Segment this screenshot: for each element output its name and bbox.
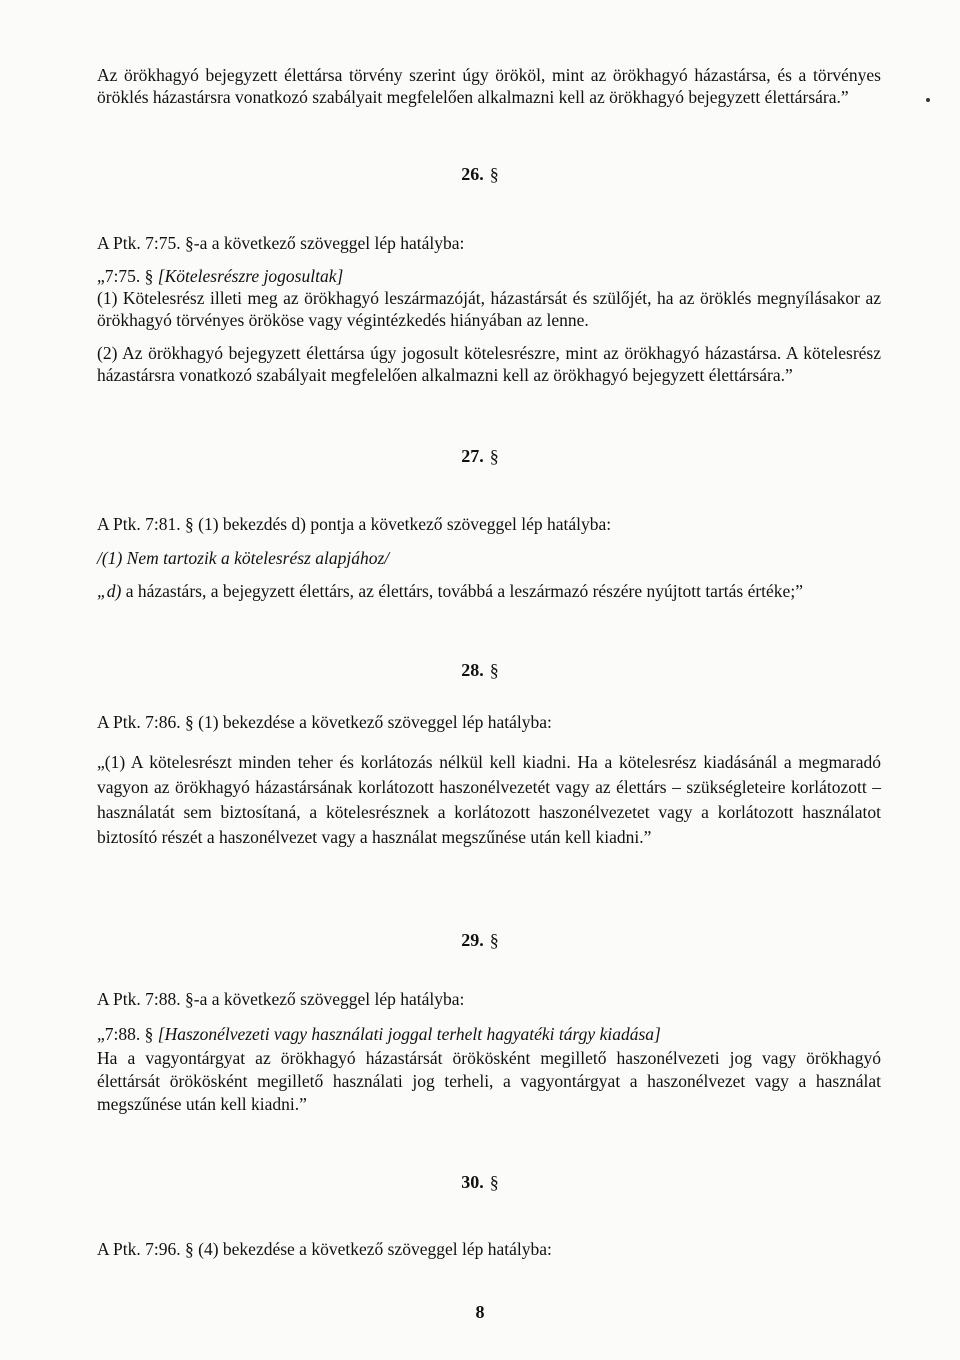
- section-heading-27: [0, 446, 960, 467]
- intro-paragraph: Az örökhagyó bejegyzett élettársa törvény szerint úgy örököl, mint az örökhagyó házastársa, és a törvényes öröklés házastársra vonatkozó szabályait megfelelően alkalmazni kell az örökhagyó bejegyzett élettársára.”: [97, 65, 881, 107]
- section-sign: §: [489, 446, 499, 466]
- amendment-reference-27: A Ptk. 7:81. § (1) bekezdés d) pontja a következő szöveggel lép hatályba:: [97, 514, 612, 534]
- paragraph-1: (1) Kötelesrész illeti meg az örökhagyó leszármazóját, házastársát és szülőjét, ha az öröklés megnyílásakor az örökhagyó törvényes örököse vagy végintézkedés hiányában az lenne.: [97, 288, 881, 330]
- point-lead: „d): [97, 581, 122, 601]
- section-heading-26: [0, 164, 960, 185]
- amendment-reference-26: A Ptk. 7:75. §-a a következő szöveggel lép hatályba:: [97, 233, 465, 253]
- section-sign: §: [489, 930, 499, 950]
- amendment-reference-28: A Ptk. 7:86. § (1) bekezdése a következő szöveggel lép hatályba:: [97, 712, 552, 732]
- section-number: 30.: [461, 1172, 484, 1192]
- section-number: 27.: [461, 446, 484, 466]
- point-text: a házastárs, a bejegyzett élettárs, az élettárs, továbbá a leszármazó részére nyújtott tartás értéke;”: [121, 581, 803, 601]
- section-sign: §: [489, 1172, 499, 1192]
- scan-speck: [926, 98, 930, 102]
- section-number: 28.: [461, 660, 484, 680]
- section-number: 29.: [461, 930, 484, 950]
- section-number: 26.: [461, 164, 484, 184]
- subsection-context: /(1) Nem tartozik a kötelesrész alapjához/: [97, 548, 390, 568]
- page-number: 8: [475, 1302, 485, 1322]
- section-sign: §: [489, 660, 499, 680]
- point-d: [97, 580, 881, 602]
- provision-lead: „7:88. §: [97, 1024, 154, 1044]
- provision-title: [Kötelesrészre jogosultak]: [157, 266, 344, 286]
- provision-heading-7-88: [97, 1023, 881, 1045]
- provision-body-29: Ha a vagyontárgyat az örökhagyó házastársát örökösként megillető haszonélvezeti jog vagy örökhagyó élettársát örökösként megillető használati jog terheli, a vagyontárgyat a haszonélvezet vagy a használat megszűnése után kell kiadni.”: [97, 1048, 881, 1114]
- amendment-reference-30: A Ptk. 7:96. § (4) bekezdése a következő szöveggel lép hatályba:: [97, 1239, 552, 1259]
- provision-body-28: „(1) A kötelesrészt minden teher és korlátozás nélkül kell kiadni. Ha a kötelesrész kiadásánál a megmaradó vagyon az örökhagyó házastársának korlátozott haszonélvezetét vagy az élettárs – szükségleteire korlátozott – használatát sem biztosítaná, a kötelesrésznek a korlátozott haszonélvezetet vagy a korlátozott használatot biztosító részét a haszonélvezet vagy a használat megszűnése után kell kiadni.”: [97, 752, 881, 847]
- provision-heading-7-75: [97, 265, 881, 287]
- section-heading-30: [0, 1172, 960, 1193]
- section-heading-29: [0, 930, 960, 951]
- section-sign: §: [489, 164, 499, 184]
- section-heading-28: [0, 660, 960, 681]
- provision-title: [Haszonélvezeti vagy használati joggal terhelt hagyatéki tárgy kiadása]: [157, 1024, 661, 1044]
- provision-lead: „7:75. §: [97, 266, 154, 286]
- paragraph-2: (2) Az örökhagyó bejegyzett élettársa úgy jogosult kötelesrészre, mint az örökhagyó házastársa. A kötelesrész házastársra vonatkozó szabályait megfelelően alkalmazni kell az örökhagyó bejegyzett élettársára.”: [97, 343, 881, 385]
- amendment-reference-29: A Ptk. 7:88. §-a a következő szöveggel lép hatályba:: [97, 989, 465, 1009]
